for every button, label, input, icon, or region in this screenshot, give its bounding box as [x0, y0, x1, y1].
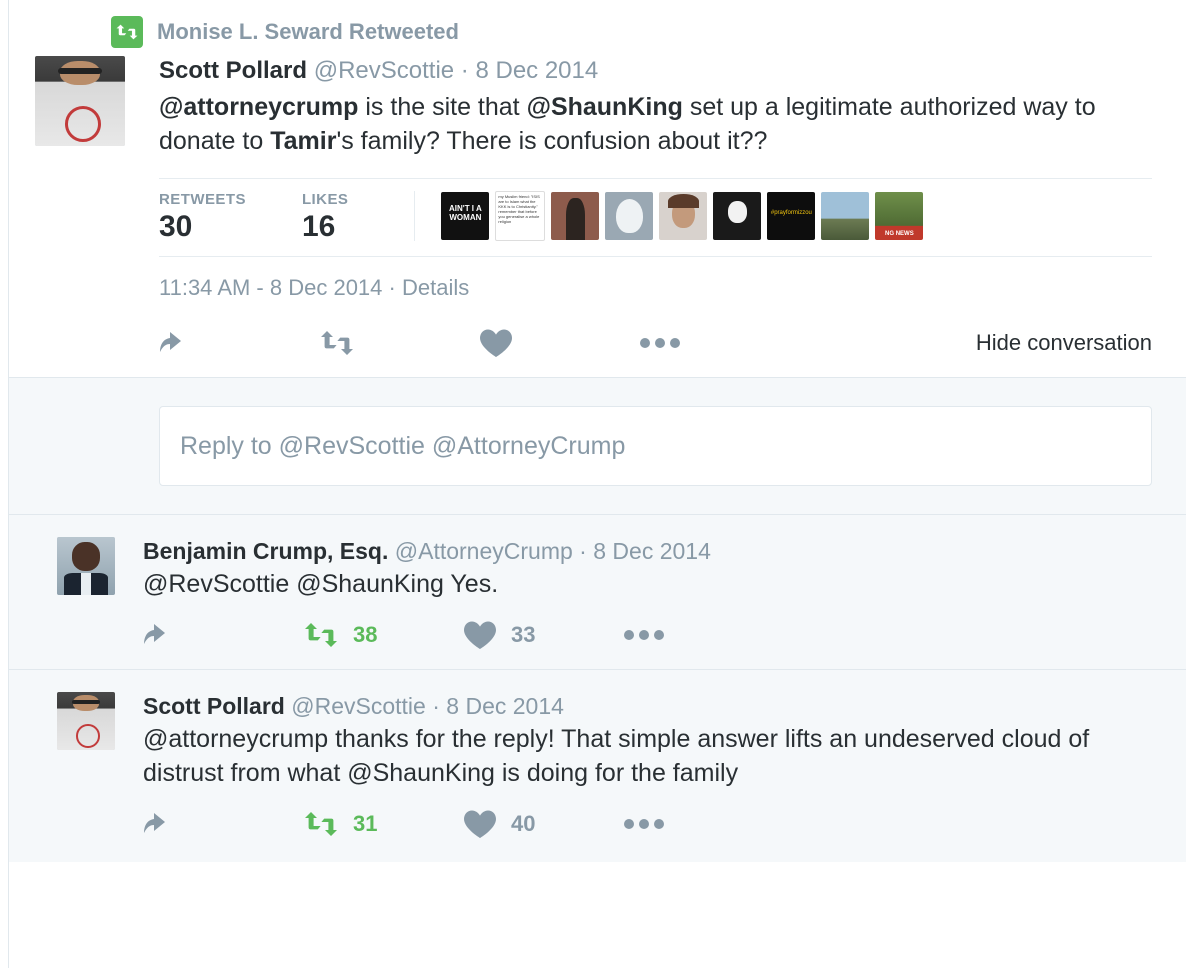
author-name[interactable]: Scott Pollard [159, 57, 308, 84]
avatar-benjamin-crump[interactable] [57, 537, 115, 595]
reply-author-handle[interactable]: @AttorneyCrump [394, 538, 573, 564]
main-tweet-text [159, 90, 1152, 158]
stat-likes-label: LIKES [301, 191, 349, 208]
more-button[interactable] [639, 337, 799, 349]
tweet-text-segment: 's family? There is confusion about it?? [336, 127, 768, 155]
mention-attorneycrump[interactable]: @attorneycrump [159, 93, 359, 121]
tweet-stats-row [159, 178, 1152, 257]
tweet-text-segment: is the site that [358, 93, 527, 121]
avatar-aint-i-a-woman[interactable] [441, 192, 489, 240]
reply-input[interactable] [159, 406, 1152, 486]
reply-date[interactable]: 8 Dec 2014 [446, 693, 564, 719]
like-button[interactable] [463, 809, 623, 839]
reply-button[interactable] [143, 811, 303, 837]
hide-conversation-button[interactable]: Hide conversation [975, 330, 1152, 355]
details-link[interactable]: Details [401, 275, 470, 300]
author-handle[interactable]: @RevScottie [313, 57, 455, 84]
reply-date[interactable]: 8 Dec 2014 [593, 538, 711, 564]
like-count: 40 [511, 811, 536, 836]
avatar-smiling-woman[interactable] [659, 192, 707, 240]
retweet-count: 31 [353, 811, 378, 836]
reply-author-name[interactable]: Scott Pollard [143, 693, 285, 719]
stat-likes[interactable] [302, 191, 348, 244]
tweet-text-bold: Tamir [270, 127, 337, 155]
reply-text: @RevScottie @ShaunKing Yes. [143, 570, 499, 598]
like-button[interactable] [479, 328, 639, 358]
stat-retweets-value: 30 [159, 210, 193, 243]
avatar-image [35, 56, 125, 146]
reply-2-header [143, 692, 1152, 720]
reply-button[interactable] [143, 622, 303, 648]
reply-header-separator: · [432, 693, 440, 719]
main-tweet-actions [159, 323, 1152, 363]
stat-likes-value: 16 [301, 210, 336, 243]
reply-placeholder-prefix: Reply to [180, 431, 279, 460]
avatar-woman-brick-wall[interactable] [551, 192, 599, 240]
like-button[interactable] [463, 620, 623, 650]
reply-author-handle[interactable]: @RevScottie [291, 693, 426, 719]
reply-composer-section [9, 378, 1186, 515]
mention-shaunking[interactable]: @ShaunKing [526, 93, 683, 121]
retweet-context-label[interactable]: Monise L. Seward Retweeted [157, 19, 459, 44]
header-separator: · [460, 57, 469, 84]
retweet-button[interactable] [319, 331, 479, 355]
reply-placeholder [180, 432, 625, 461]
avatar-crowd-photo[interactable] [821, 192, 869, 240]
reply-tweet-2 [9, 670, 1186, 858]
reply-author-name[interactable]: Benjamin Crump, Esq. [143, 538, 389, 564]
retweet-button[interactable] [303, 622, 463, 648]
timeline-bottom-edge [9, 858, 1186, 862]
retweet-icon [111, 16, 143, 48]
reply-header-separator: · [579, 538, 587, 564]
tweet-text-segment: set up a legitimate authorized way to donate to [159, 93, 1096, 155]
face-caption: NG NEWS [885, 231, 914, 237]
avatar-egg-default[interactable] [605, 192, 653, 240]
like-count: 33 [511, 622, 536, 647]
reply-tweet-1 [9, 515, 1186, 670]
face-caption: #prayformizzou [770, 210, 812, 216]
avatar-breaking-news[interactable] [875, 192, 923, 240]
retweet-context [111, 16, 1152, 48]
main-tweet-header [159, 56, 1152, 86]
tweet-date[interactable]: 8 Dec 2014 [475, 57, 599, 84]
avatar-text-card[interactable] [495, 191, 545, 241]
tweet-timestamp[interactable]: 11:34 AM - 8 Dec 2014 [159, 275, 383, 300]
reply-text: @attorneycrump thanks for the reply! That simple answer lifts an undeserved cloud of distrust from what @ShaunKing is doing for the family [143, 725, 1090, 787]
reply-1-actions [143, 617, 1152, 653]
avatar-black-white-portrait[interactable] [713, 192, 761, 240]
retweet-button[interactable] [303, 811, 463, 837]
tweet-meta [159, 275, 1152, 301]
page-left-gutter [0, 0, 9, 968]
stat-retweets-label: RETWEETS [159, 191, 246, 208]
main-tweet [9, 0, 1186, 378]
meta-separator: · [388, 275, 396, 300]
more-button[interactable] [623, 629, 783, 641]
avatar-scott-pollard[interactable] [35, 56, 125, 146]
face-caption: my Muslim friend: "ISIS are to Islam what the KKK is to Christianity." remember that before you generalise a whole religion [498, 194, 540, 224]
reply-button[interactable] [159, 330, 319, 356]
more-button[interactable] [623, 818, 783, 830]
reply-placeholder-mentions: @RevScottie @AttorneyCrump [278, 431, 626, 460]
stat-retweets[interactable] [159, 191, 246, 244]
avatar-scott-pollard[interactable] [57, 692, 115, 750]
face-caption: AIN'T I A WOMAN [449, 204, 482, 222]
facepile [414, 191, 1152, 241]
reply-1-header [143, 537, 1152, 565]
avatar-prayformizzou[interactable] [767, 192, 815, 240]
reply-2-actions [143, 806, 1152, 842]
retweet-count: 38 [353, 622, 378, 647]
timeline-column [9, 0, 1186, 968]
